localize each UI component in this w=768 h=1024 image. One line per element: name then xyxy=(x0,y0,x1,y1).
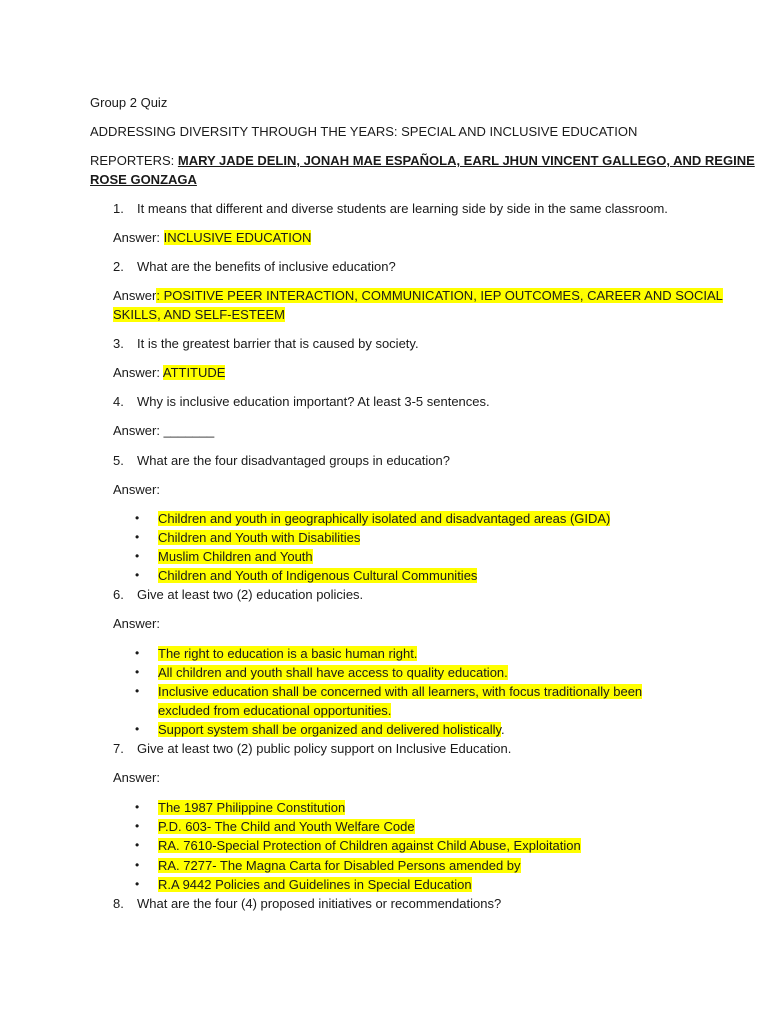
list-item: P.D. 603- The Child and Youth Welfare Code xyxy=(158,819,415,834)
question-6 xyxy=(113,586,363,603)
question-text: Give at least two (2) public policy support on Inclusive Education. xyxy=(137,741,512,756)
question-text: It means that different and diverse students are learning side by side in the same classroom. xyxy=(137,201,668,216)
reporters-names-cont: ROSE GONZAGA xyxy=(90,172,197,187)
topic-heading: ADDRESSING DIVERSITY THROUGH THE YEARS: SPECIAL AND INCLUSIVE EDUCATION xyxy=(90,124,638,139)
question-number: 5. xyxy=(113,453,124,468)
question-number: 8. xyxy=(113,896,124,911)
answer-3 xyxy=(113,364,225,381)
list-item: Muslim Children and Youth xyxy=(158,549,313,564)
answer-label: Answer: xyxy=(113,365,163,380)
question-2 xyxy=(113,258,396,275)
answer-2-cont xyxy=(113,306,285,323)
answer-label: Answer: xyxy=(113,230,164,245)
bullet-icon: • xyxy=(135,877,140,891)
list-item: Children and youth in geographically isolated and disadvantaged areas (GIDA) xyxy=(158,511,611,526)
answer-1 xyxy=(113,229,311,246)
bullet-icon: • xyxy=(135,549,140,563)
answer-text: : POSITIVE PEER INTERACTION, COMMUNICATION, IEP OUTCOMES, CAREER AND SOCIAL xyxy=(156,288,723,303)
bullet-icon: • xyxy=(135,646,140,660)
quiz-title: Group 2 Quiz xyxy=(90,95,168,110)
answer-text: ATTITUDE xyxy=(162,365,226,380)
question-text: What are the benefits of inclusive education? xyxy=(137,259,396,274)
answer-text: SKILLS, AND SELF-ESTEEM xyxy=(113,307,285,322)
bullet-icon: • xyxy=(135,530,140,544)
reporters-names: MARY JADE DELIN, JONAH MAE ESPAÑOLA, EARL JHUN VINCENT GALLEGO, AND REGINE xyxy=(177,153,755,168)
question-8 xyxy=(113,895,501,912)
question-number: 4. xyxy=(113,394,124,409)
question-number: 3. xyxy=(113,336,124,351)
answer-text: INCLUSIVE EDUCATION xyxy=(163,230,312,245)
bullet-icon: • xyxy=(135,800,140,814)
list-item: All children and youth shall have access to quality education. xyxy=(158,665,508,680)
list-item: Children and Youth of Indigenous Cultural Communities xyxy=(158,568,478,583)
bullet-icon: • xyxy=(135,838,140,852)
list-item-cont: excluded from educational opportunities. xyxy=(158,703,392,718)
bullet-icon: • xyxy=(135,819,140,833)
question-5 xyxy=(113,452,450,469)
list-item: Children and Youth with Disabilities xyxy=(158,530,361,545)
reporters-label: REPORTERS: xyxy=(90,153,178,168)
reporters-line xyxy=(90,152,755,169)
list-item: The 1987 Philippine Constitution xyxy=(158,800,346,815)
bullet-icon: • xyxy=(135,568,140,582)
question-number: 1. xyxy=(113,201,124,216)
list-item: Inclusive education shall be concerned with all learners, with focus traditionally been xyxy=(158,684,643,699)
question-number: 6. xyxy=(113,587,124,602)
list-item: RA. 7277- The Magna Carta for Disabled Persons amended by xyxy=(158,858,521,873)
answer-7-label: Answer: xyxy=(113,770,160,785)
answer-2 xyxy=(113,287,723,304)
list-item: R.A 9442 Policies and Guidelines in Special Education xyxy=(158,877,472,892)
bullet-icon: • xyxy=(135,858,140,872)
question-number: 2. xyxy=(113,259,124,274)
question-text: Give at least two (2) education policies. xyxy=(137,587,364,602)
question-7 xyxy=(113,740,511,757)
answer-6-label: Answer: xyxy=(113,616,160,631)
list-item: RA. 7610-Special Protection of Children against Child Abuse, Exploitation xyxy=(158,838,581,853)
question-3 xyxy=(113,335,419,352)
question-text: What are the four (4) proposed initiatives or recommendations? xyxy=(137,896,502,911)
question-text: It is the greatest barrier that is caused by society. xyxy=(137,336,419,351)
question-text: Why is inclusive education important? At least 3-5 sentences. xyxy=(137,394,490,409)
question-1 xyxy=(113,200,668,217)
answer-5-label: Answer: xyxy=(113,482,160,497)
bullet-icon: • xyxy=(135,684,140,698)
answer-label: Answer xyxy=(113,288,157,303)
question-text: What are the four disadvantaged groups in education? xyxy=(137,453,450,468)
question-number: 7. xyxy=(113,741,124,756)
question-4 xyxy=(113,393,490,410)
bullet-icon: • xyxy=(135,722,140,736)
list-item: Support system shall be organized and delivered holistically. xyxy=(158,722,505,737)
list-item: The right to education is a basic human right. xyxy=(158,646,418,661)
bullet-icon: • xyxy=(135,665,140,679)
bullet-icon: • xyxy=(135,511,140,525)
answer-4: Answer: _______ xyxy=(113,423,215,438)
